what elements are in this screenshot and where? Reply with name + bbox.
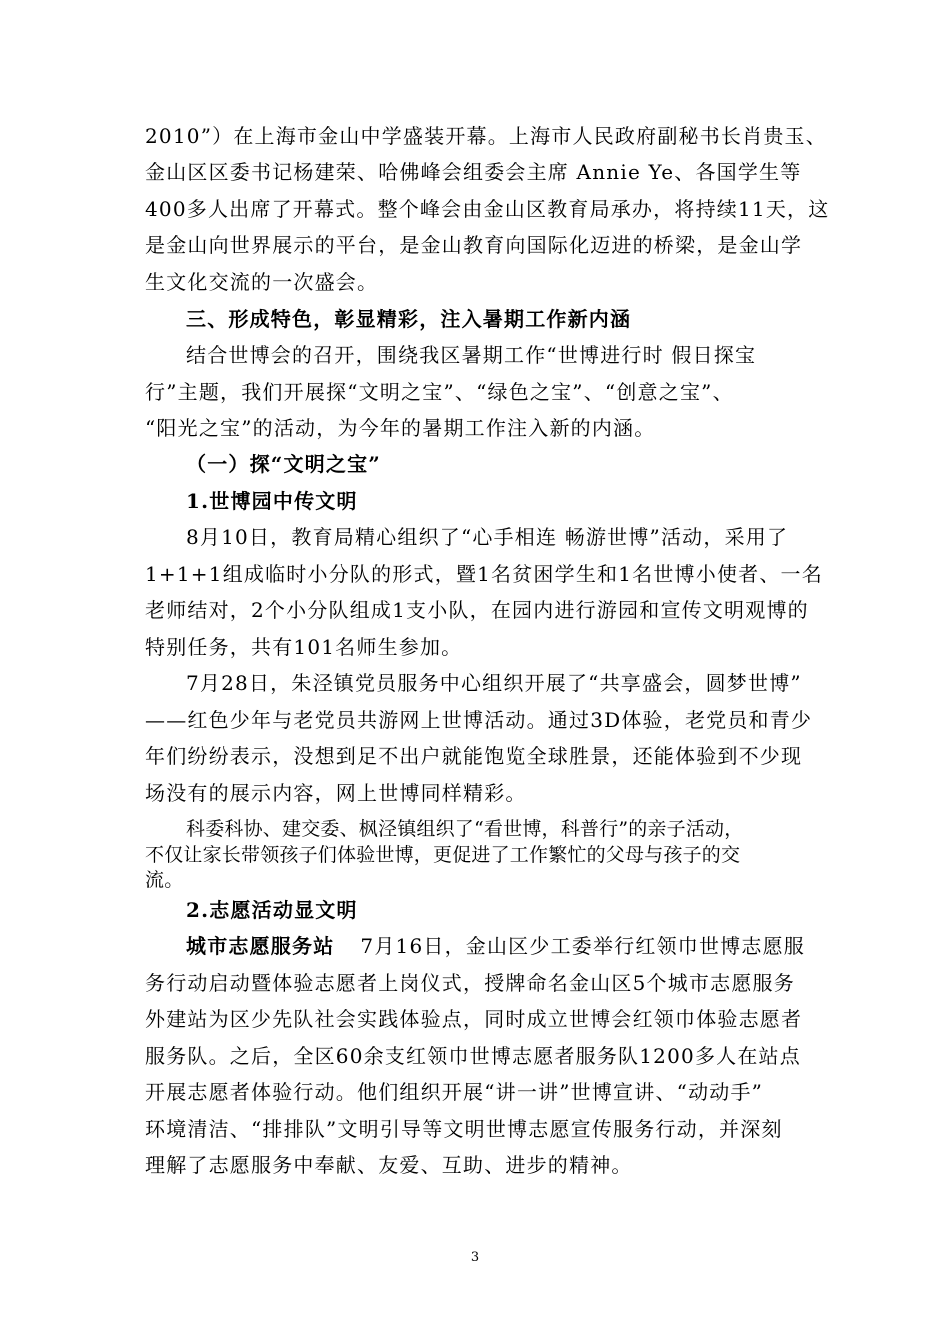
- paragraph-line: 400多人出席了开幕式。整个峰会由金山区教育局承办，将持续11天，这: [145, 197, 830, 221]
- paragraph-line: 结合世博会的召开，围绕我区暑期工作“世博进行时 假日探宝: [186, 343, 757, 367]
- paragraph-line: 开展志愿者体验行动。他们组织开展“讲一讲”世博宣讲、“动动手”: [145, 1080, 764, 1104]
- paragraph-line: 特别任务，共有101名师生参加。: [145, 635, 463, 659]
- subsection-heading: 1.世博园中传文明: [186, 489, 358, 513]
- subsection-heading: 2.志愿活动显文明: [186, 898, 358, 922]
- paragraph-line: 场没有的展示内容，网上世博同样精彩。: [145, 781, 527, 805]
- paragraph-line: [186, 934, 876, 958]
- paragraph-line: 服务队。之后，全区60余支红领巾世博志愿者服务队1200多人在站点: [145, 1044, 801, 1068]
- paragraph-line: 流。: [145, 869, 184, 891]
- paragraph-line: 年们纷纷表示，没想到足不出户就能饱览全球胜景，还能体验到不少现: [145, 744, 803, 768]
- paragraph-line: 生文化交流的一次盛会。: [145, 270, 379, 294]
- paragraph-line: 环境清洁、“排排队”文明引导等文明世博志愿宣传服务行动，并深刻: [145, 1117, 783, 1141]
- paragraph-line: 务行动启动暨体验志愿者上岗仪式，授牌命名金山区5个城市志愿服务: [145, 971, 795, 995]
- paragraph-line: 理解了志愿服务中奉献、友爱、互助、进步的精神。: [145, 1153, 633, 1177]
- paragraph-line: 1+1+1组成临时小分队的形式，暨1名贫困学生和1名世博小使者、一名: [145, 562, 823, 586]
- paragraph-line: 金山区区委书记杨建荣、哈佛峰会组委会主席 Annie Ye、各国学生等: [145, 160, 802, 184]
- section-heading: 三、形成特色，彰显精彩，注入暑期工作新内涵: [186, 307, 632, 331]
- paragraph-line: “阳光之宝”的活动，为今年的暑期工作注入新的内涵。: [145, 416, 656, 440]
- paragraph-line: 是金山向世界展示的平台，是金山教育向国际化迈进的桥梁，是金山学: [145, 233, 803, 257]
- paragraph-line: 外建站为区少先队社会实践体验点，同时成立世博会红领巾体验志愿者: [145, 1007, 803, 1031]
- paragraph-line: 8月10日，教育局精心组织了“心手相连 畅游世博”活动，采用了: [186, 525, 789, 549]
- paragraph-line: 7月28日，朱泾镇党员服务中心组织开展了“共享盛会，圆梦世博”: [186, 671, 802, 695]
- page-number: 3: [470, 1250, 480, 1265]
- paragraph-line: 科委科协、建交委、枫泾镇组织了“看世博，科普行”的亲子活动，: [186, 818, 744, 840]
- paragraph-line: 2010”）在上海市金山中学盛装开幕。上海市人民政府副秘书长肖贵玉、: [145, 124, 827, 148]
- paragraph-line: 老师结对，2个小分队组成1支小队，在园内进行游园和宣传文明观博的: [145, 598, 809, 622]
- paragraph-line: 不仅让家长带领孩子们体验世博，更促进了工作繁忙的父母与孩子的交: [145, 844, 741, 866]
- station-label: 城市志愿服务站: [186, 934, 335, 958]
- paragraph-line: ——红色少年与老党员共游网上世博活动。通过3D体验，老党员和青少: [145, 708, 813, 732]
- paragraph-line: 行”主题，我们开展探“文明之宝”、“绿色之宝”、“创意之宝”、: [145, 380, 734, 404]
- paragraph-text: 7月16日，金山区少工委举行红领巾世博志愿服: [360, 934, 805, 958]
- subsection-heading: （一）探“文明之宝”: [186, 452, 382, 476]
